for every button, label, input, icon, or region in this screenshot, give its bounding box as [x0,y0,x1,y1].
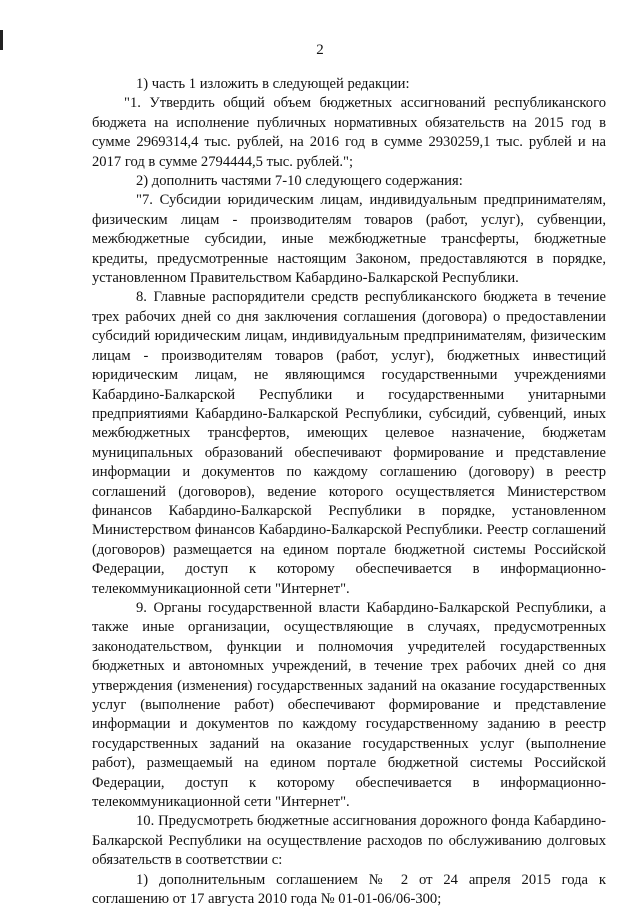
paragraph-part-10: 10. Предусмотреть бюджетные ассигнования дорожного фонда Кабардино-Балкарской Республики на осуществление расходов по обслуживанию долговых обязательств в соответствии с: [92,813,606,869]
paragraph-part-9: 9. Органы государственной власти Кабардино-Балкарской Республики, а также иные организации, осуществляющие в случаях, предусмотренных законодательством, функции и полномочия учредителей государственных бюджетных и автономных учреждений, в течение трех рабочих дней со дня утверждения (изменения) государственных заданий на оказание государственных услуг (выполнение работ) обеспечивают формирование и представление информации и документов по каждому государственному заданию в реестр государственных заданий на оказание государственных услуг (выполнение работ), размещаемый на едином портале бюджетной системы Российской Федерации, доступ к которому обеспечивается в информационно-телекоммуникационной сети "Интернет". [92,599,606,811]
paragraph-item-1: 1) часть 1 изложить в следующей редакции: [136,76,410,92]
paragraph-subitem-1: 1) дополнительным соглашением № 2 от 24 апреля 2015 года к соглашению от 17 августа 2010 года № 01-01-06/06-300; [92,871,606,908]
paragraph-quoted-1: "1. Утвердить общий объем бюджетных ассигнований республиканского бюджета на исполнение публичных нормативных обязательств на 2015 год в сумме 2969314,4 тыс. рублей, на 2016 год в сумме 2930259,1 тыс. рублей и на 2017 год в сумме 2794444,5 тыс. рублей."; [92,95,606,170]
paragraph-part-8: 8. Главные распорядители средств республиканского бюджета в течение трех рабочих дней со дня заключения соглашения (договора) о предоставлении субсидий юридическим лицам, индивидуальным предпринимателям, физическим лицам - производителям товаров (работ, услуг), бюджетных инвестиций юридическим лицам, не являющимся государственными учреждениями Кабардино-Балкарской Республики и государственными унитарными предприятиями Кабардино-Балкарской Республики, субсидий, субвенций, иных межбюджетных трансфертов, имеющих целевое назначение, бюджетам муниципальных образований обеспечивают формирование и представление информации и документов по каждому соглашению (договору) в реестр соглашений (договоров), ведение которого осуществляется Министерством финансов Кабардино-Балкарской Республики в порядке, установленном Министерством финансов Кабардино-Балкарской Республики. Реестр соглашений (договоров) размещается на едином портале бюджетной системы Российской Федерации, доступ к которому обеспечивается в информационно-телекоммуникационной сети "Интернет". [92,289,606,597]
paragraph-item-2: 2) дополнить частями 7-10 следующего содержания: [136,173,463,190]
page-number: 2 [316,42,324,58]
paragraph-part-7: "7. Субсидии юридическим лицам, индивидуальным предпринимателям, физическим лицам - производителям товаров (работ, услуг), субвенции, межбюджетные субсидии, иные межбюджетные трансферты, бюджетные кредиты, предусмотренные настоящим Законом, предоставляются в порядке, установленном Правительством Кабардино-Балкарской Республики. [92,192,606,287]
document-body [92,75,606,909]
